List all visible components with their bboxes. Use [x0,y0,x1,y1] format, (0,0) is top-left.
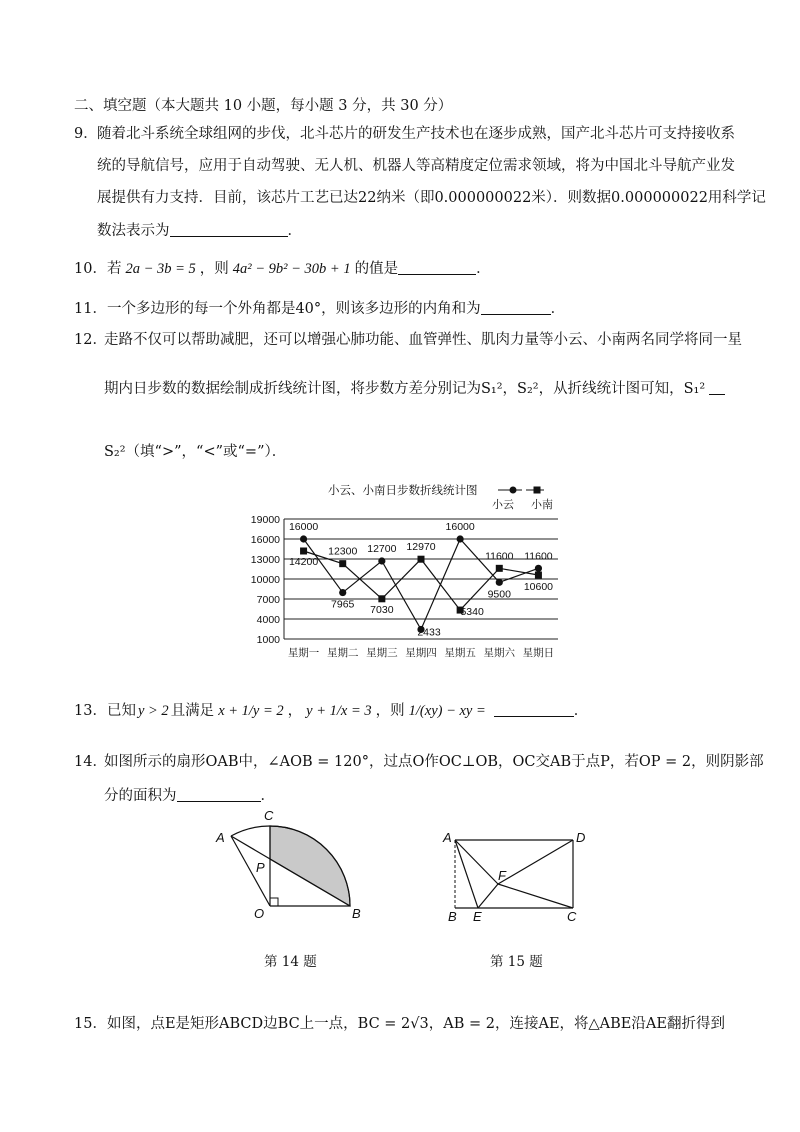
q10-pre: 若 [106,261,122,277]
q10-post: 的值是 [354,261,399,277]
data-label: 2433 [417,626,441,639]
data-point-circle [496,579,503,586]
q12-line-1: 走路不仅可以帮助减肥，还可以增强心肺功能、血管弹性、肌肉力量等小云、小南两名同学将同一星 [104,332,742,348]
data-point-square [496,565,503,572]
data-label: 10600 [523,581,554,593]
data-label: 9500 [487,588,511,601]
q13-answer-blank[interactable] [494,700,574,717]
label-C: C [264,808,274,823]
section-heading: 二、填空题（本大题共 10 小题，每小题 3 分，共 30 分） [74,98,453,114]
q13-number: 13． [74,703,107,719]
question-13: 13．已知 y > 2 且满足 x + 1/y = 2 ， y + 1/x = 3 ，则 1/(xy) − xy = ． [74,700,588,721]
figure-14-caption: 第 14 题 [264,954,317,970]
q9-answer-blank[interactable] [170,220,288,237]
q14-line-2: 分的面积为 [104,788,177,804]
x-tick-label: 星期四 [405,647,437,659]
label-E: E [473,909,482,924]
q13-then: ，则 [375,703,405,719]
x-tick-label: 星期五 [444,647,476,659]
q10-answer-blank[interactable] [398,258,476,275]
q9-line-4: 数法表示为 [97,223,170,239]
segment-AF [455,840,498,884]
legend-label-series-2: 小南 [531,499,553,511]
chart-title: 小云、小南日步数折线统计图 [328,485,478,497]
y-tick-label: 7000 [256,594,280,606]
step-count-line-chart [236,476,576,666]
label-P: P [256,860,265,875]
q9-line-3: 展提供有力支持．目前，该芯片工艺已达22纳米（即0.000000022米）．则数据0.000000022用科学记 [97,190,766,206]
data-point-circle [339,589,346,596]
x-tick-label: 星期日 [522,647,555,659]
question-15 [74,1014,725,1034]
y-tick-label: 4000 [256,614,280,626]
q13-pre: 已知 [106,703,136,719]
label-B: B [352,906,361,921]
q12-answer-blank[interactable] [709,378,725,395]
q11-text: 一个多边形的每一个外角都是40°，则该多边形的内角和为 [106,301,481,317]
x-tick-label: 星期三 [366,647,398,659]
segment-FC [498,884,573,908]
q12-number: 12． [74,332,107,348]
label-B: B [448,909,457,924]
q10-mid: ，则 [199,261,229,277]
q13-condition: y > 2 [137,703,169,719]
q12-line-2: 期内日步数的数据绘制成折线统计图，将步数方差分别记为S₁²，S₂²，从折线统计图可知，S₁² [104,381,706,397]
data-point-square [339,560,346,567]
data-label: 12700 [367,543,397,555]
label-D: D [576,830,586,845]
chart-legend [492,487,553,512]
q13-mid: 且满足 [170,703,215,719]
label-A: A [216,830,225,845]
data-label: 7030 [370,603,394,616]
q12-line-3: S₂²（填“>”，“<”或“=”）． [104,444,287,460]
y-tick-label: 16000 [250,534,280,546]
right-angle-mark [270,898,278,906]
data-point-square [418,556,425,563]
q11-number: 11． [74,301,107,317]
q15-number: 15． [74,1016,107,1032]
chart-grid [251,514,558,659]
y-tick-label: 19000 [250,514,280,526]
q12-line-2-row [104,378,725,399]
data-point-circle [300,535,307,542]
data-point-circle [378,557,385,564]
q9-line-1: 随着北斗系统全球组网的步伐，北斗芯片的研发生产技术也在逐步成熟，国产北斗芯片可支持接收系 [97,126,735,142]
y-tick-label: 1000 [256,634,280,646]
question-10: 10．若 2a − 3b = 5 ，则 4a² − 9b² − 30b + 1 的值是 ． [74,258,491,279]
question-11: 11．一个多边形的每一个外角都是40°，则该多边形的内角和为 ． [74,298,565,319]
q13-ask: 1/(xy) − xy = [408,703,486,719]
q15-text: 如图，点E是矩形ABCD边BC上一点，BC = 2√3，AB = 2，连接AE，将△ABE沿AE翻折得到 [106,1016,725,1032]
q13-equation-1: x + 1/y = 2 [218,703,284,719]
figure-15-rectangle [440,824,600,944]
data-label: 11600 [524,550,553,563]
segment-AE [455,840,478,908]
legend-label-series-1: 小云 [492,499,514,511]
label-F: F [498,868,506,883]
data-label: 5340 [460,606,484,619]
q9-number: 9． [74,126,98,142]
data-label: 16000 [445,521,475,533]
legend-marker-circle [510,487,517,494]
q11-answer-blank[interactable] [481,298,551,315]
q10-equation: 2a − 3b = 5 [125,261,196,277]
label-A: A [443,830,452,845]
data-label: 11600 [485,550,514,563]
data-label: 14200 [288,556,319,568]
x-tick-label: 星期一 [287,647,320,659]
data-point-square [378,595,385,602]
x-tick-label: 星期六 [483,647,516,659]
label-C: C [567,909,577,924]
data-label: 7965 [331,598,355,611]
data-label: 12300 [328,545,358,558]
data-point-square [535,572,542,579]
y-tick-label: 13000 [250,554,280,566]
data-point-square [300,548,307,555]
q14-answer-blank[interactable] [177,785,261,802]
legend-marker-square [534,487,541,494]
label-O: O [254,906,265,921]
q14-line-2-row: 分的面积为 ． [104,785,275,806]
y-tick-label: 10000 [250,574,280,586]
q13-equation-2: y + 1/x = 3 [306,703,372,719]
segment-FD [498,840,573,884]
x-tick-label: 星期二 [326,647,359,659]
data-label: 12970 [406,541,436,554]
data-point-circle [457,535,464,542]
q9-line-2: 统的导航信号，应用于自动驾驶、无人机、机器人等高精度定位需求领域，将为中国北斗导航产业发 [97,158,735,174]
q9-line-4-row: 数法表示为 ． [97,220,302,241]
q10-number: 10． [74,261,107,277]
segment-FE [478,884,498,908]
q10-expression: 4a² − 9b² − 30b + 1 [232,261,351,277]
data-label: 16000 [288,521,319,533]
q14-number: 14． [74,754,107,770]
data-point-circle [535,565,542,572]
figure-15-caption: 第 15 题 [490,954,543,970]
q14-line-1: 如图所示的扇形OAB中，∠AOB = 120°，过点O作OC⊥OB，OC交AB于点P，若OP = 2，则阴影部 [104,754,764,770]
figure-14-sector [212,806,382,926]
